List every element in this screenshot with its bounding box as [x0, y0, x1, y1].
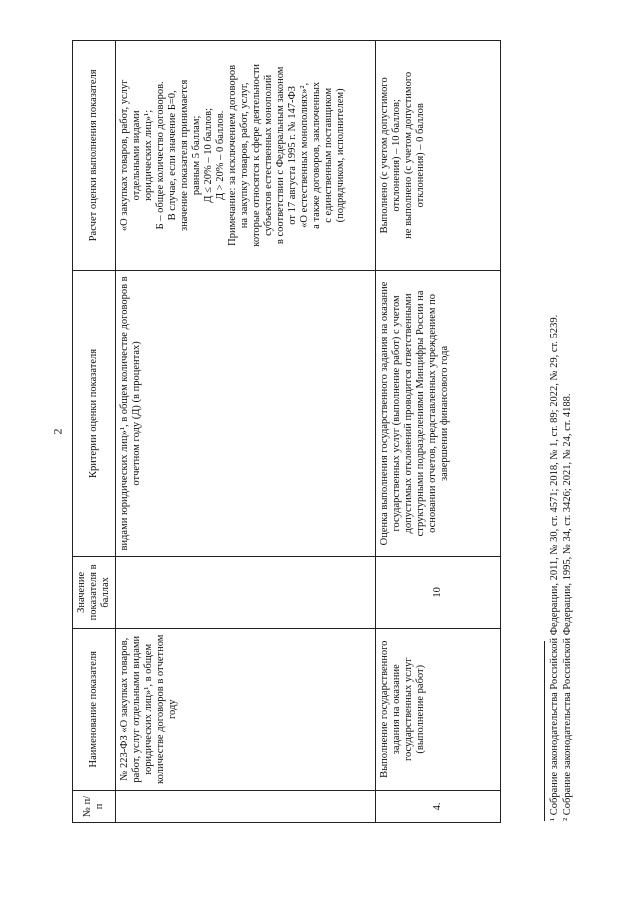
header-calc: Расчет оценки выполнения показателя	[73, 41, 116, 271]
table-row	[376, 41, 501, 823]
calc-line: В случае, если значение Б=0,	[167, 90, 178, 221]
row-name: Выполнение государственного задания на оказание государственных услуг (выполнение работ)	[376, 628, 501, 790]
footnotes	[548, 315, 574, 821]
calc-line: «О естественных монополиях»²,	[299, 82, 310, 228]
calc-line: равным 5 баллам;	[191, 115, 202, 196]
calc-line: которые относятся к сфере деятельности	[251, 63, 262, 247]
calc-line: на закупку товаров, работ, услуг,	[239, 82, 250, 229]
calc-line: Д ≤ 20% – 10 баллов;	[203, 107, 214, 203]
row-num	[116, 790, 376, 822]
calc-line: а также договоров, заключенных	[311, 81, 322, 229]
row-criteria: Оценка выполнения государственного задания на оказание государственных услуг (выполнение работ) с учетом допустимых отклонений проводится ответственными структурными подразделениями Минцифры России на основании отчетов, представленных учреждением по завершении финансового года	[376, 270, 501, 557]
header-value: Значение показателя в баллах	[73, 557, 116, 628]
indicators-table	[72, 40, 501, 823]
calc-line: Д > 20% – 0 баллов.	[215, 110, 226, 201]
calc-line: юридических лиц»¹;	[143, 109, 154, 201]
row-criteria: видами юридических лиц»¹, в общем количестве договоров в отчетном году (Д) (в процентах)	[116, 270, 376, 557]
calc-line: в соответствии с Федеральным законом	[275, 66, 286, 245]
calc-line: отдельными видами	[131, 110, 142, 201]
calc-line: Выполнено (с учетом допустимого	[379, 77, 390, 234]
footnote-divider	[544, 641, 545, 821]
row-calc	[116, 41, 376, 271]
calc-line: Б – общее количество договоров.	[155, 81, 166, 230]
header-name: Наименование показателя	[73, 628, 116, 790]
calc-line: с единственным поставщиком	[323, 87, 334, 223]
footnote-2: ² Собрание законодательства Российской Федерации, 1995, № 34, ст. 3426; 2021, № 24, ст. 4188.	[562, 393, 573, 821]
row-value	[116, 557, 376, 628]
calc-line: субъектов естественных монополий	[263, 74, 274, 236]
calc-line: Примечание: за исключением договоров	[227, 64, 238, 246]
footnote-1: ¹ Собрание законодательства Российской Федерации, 2011, № 30, ст. 4571; 2018, № 1, ст. 89; 2022, № 29, ст. 5239.	[549, 314, 560, 821]
header-criteria: Критерии оценки показателя	[73, 270, 116, 557]
row-name: № 223-ФЗ «О закупках товаров, работ, услуг отдельными видами юридических лиц»¹, в общем количестве договоров в отчетном году	[116, 628, 376, 790]
table-row	[116, 41, 376, 823]
calc-line: отклонения) – 10 баллов;	[391, 99, 402, 212]
calc-line: (подрядчиком, исполнителем)	[335, 88, 346, 223]
calc-line: от 17 августа 1995 г. № 147-ФЗ	[287, 85, 298, 225]
header-num: № п/п	[73, 790, 116, 822]
row-num: 4.	[376, 790, 501, 822]
page-number: 2	[50, 428, 65, 435]
calc-line: значение показателя принимается	[179, 79, 190, 231]
calc-line: не выполнено (с учетом допустимого	[403, 71, 414, 239]
row-value: 10	[376, 557, 501, 628]
calc-line: «О закупках товаров, работ, услуг	[119, 79, 130, 232]
table-header-row	[73, 41, 116, 823]
calc-line: отклонения) – 0 баллов	[415, 103, 426, 208]
row-calc	[376, 41, 501, 271]
